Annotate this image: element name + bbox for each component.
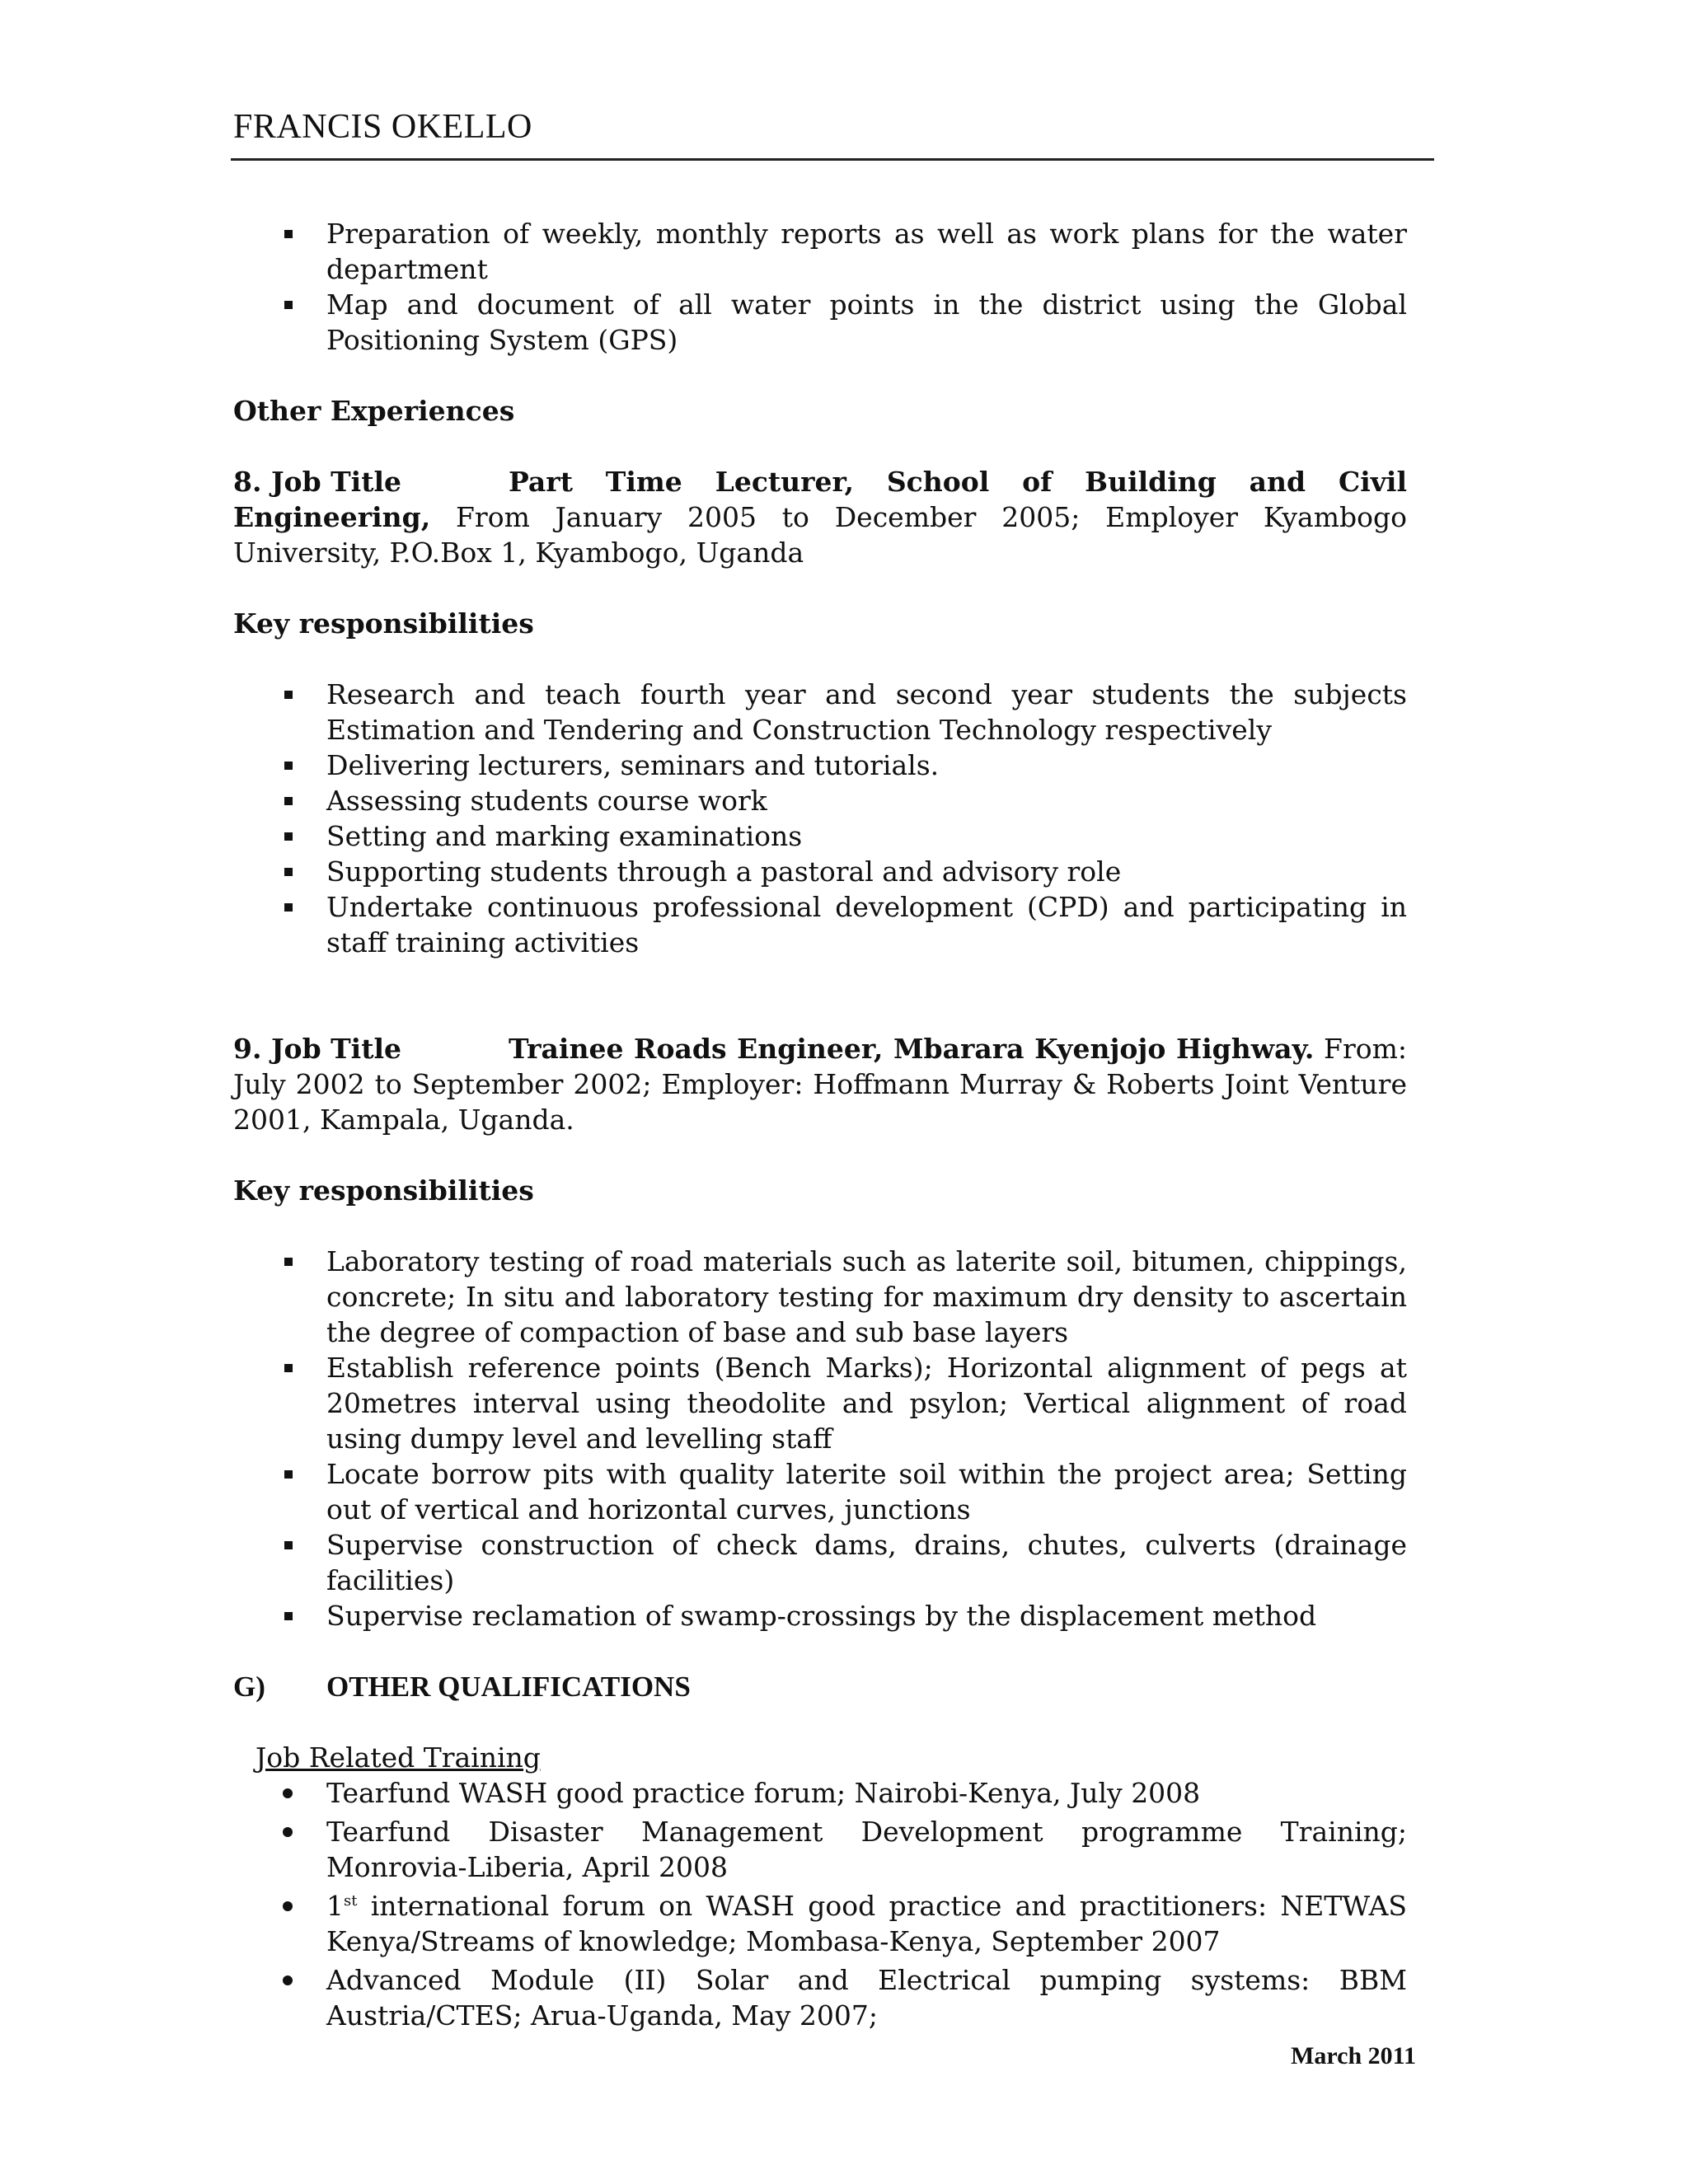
job8-responsibilities-heading: Key responsibilities: [233, 607, 534, 640]
job8-title: Part Time Lecturer, School of Building and Civil Engineering,: [233, 466, 1407, 533]
list-item: Assessing students course work: [233, 783, 1407, 818]
job8-label: 8. Job Title: [233, 466, 401, 498]
list-item: Tearfund Disaster Management Development programme Training; Monrovia-Liberia, April 2008: [233, 1814, 1407, 1885]
job9-title: Trainee Roads Engineer, Mbarara Kyenjojo Highway.: [509, 1033, 1315, 1065]
list-item: Establish reference points (Bench Marks); Horizontal alignment of pegs at 20metres interval using theodolite and psylon; Vertical alignment of road using dumpy level and levelling staff: [233, 1350, 1407, 1456]
ordinal-suffix: st: [344, 1892, 358, 1910]
list-item: Tearfund WASH good practice forum; Nairobi-Kenya, July 2008: [233, 1775, 1407, 1811]
job8-details: From January 2005 to December 2005; Employer Kyambogo University, P.O.Box 1, Kyambogo, Uganda: [233, 501, 1407, 569]
job9-responsibilities-heading: Key responsibilities: [233, 1174, 534, 1207]
list-item: Supporting students through a pastoral and advisory role: [233, 854, 1407, 889]
list-item: Research and teach fourth year and second year students the subjects Estimation and Tendering and Construction Technology respectively: [233, 677, 1407, 748]
training-heading: Job Related Training: [256, 1741, 541, 1774]
footer-date: March 2011: [1291, 2042, 1416, 2069]
page-content: [233, 216, 1407, 2036]
job8-entry: [233, 464, 1407, 570]
header-divider: [231, 158, 1434, 161]
job9-label: 9. Job Title: [233, 1033, 401, 1065]
training-list: [233, 1775, 1407, 2033]
list-item: Setting and marking examinations: [233, 818, 1407, 854]
job8-responsibilities-list: [233, 677, 1407, 960]
list-item: Supervise reclamation of swamp-crossings by the displacement method: [233, 1598, 1407, 1633]
section-g-title: OTHER QUALIFICATIONS: [326, 1671, 691, 1703]
list-item: [233, 1888, 1407, 1959]
job9-responsibilities-list: [233, 1244, 1407, 1633]
job9-entry: [233, 1031, 1407, 1137]
intro-bullet-list: [233, 216, 1407, 358]
list-item: Supervise construction of check dams, drains, chutes, culverts (drainage facilities): [233, 1527, 1407, 1598]
list-item: Undertake continuous professional development (CPD) and participating in staff training activities: [233, 889, 1407, 960]
section-g-heading: [233, 1669, 1407, 1704]
list-item: Delivering lecturers, seminars and tutorials.: [233, 748, 1407, 783]
list-item: Advanced Module (II) Solar and Electrical pumping systems: BBM Austria/CTES; Arua-Uganda, May 2007;: [233, 1962, 1407, 2033]
section-g-letter: G): [233, 1671, 265, 1703]
other-experiences-heading: Other Experiences: [233, 395, 515, 427]
ordinal-number: 1: [326, 1890, 344, 1922]
list-item: Laboratory testing of road materials such as laterite soil, bitumen, chippings, concrete; In situ and laboratory testing for maximum dry density to ascertain the degree of compaction of base and sub base layers: [233, 1244, 1407, 1350]
list-item: Locate borrow pits with quality laterite soil within the project area; Setting out of vertical and horizontal curves, junctions: [233, 1456, 1407, 1527]
job9-details: From: July 2002 to September 2002; Employer: Hoffmann Murray & Roberts Joint Venture 2001, Kampala, Uganda.: [233, 1033, 1407, 1136]
list-item: Map and document of all water points in the district using the Global Positioning System (GPS): [233, 287, 1407, 358]
header-name: FRANCIS OKELLO: [233, 108, 532, 146]
list-item-text: international forum on WASH good practice and practitioners: NETWAS Kenya/Streams of knowledge; Mombasa-Kenya, September 2007: [326, 1890, 1408, 1957]
list-item: Preparation of weekly, monthly reports as well as work plans for the water department: [233, 216, 1407, 287]
